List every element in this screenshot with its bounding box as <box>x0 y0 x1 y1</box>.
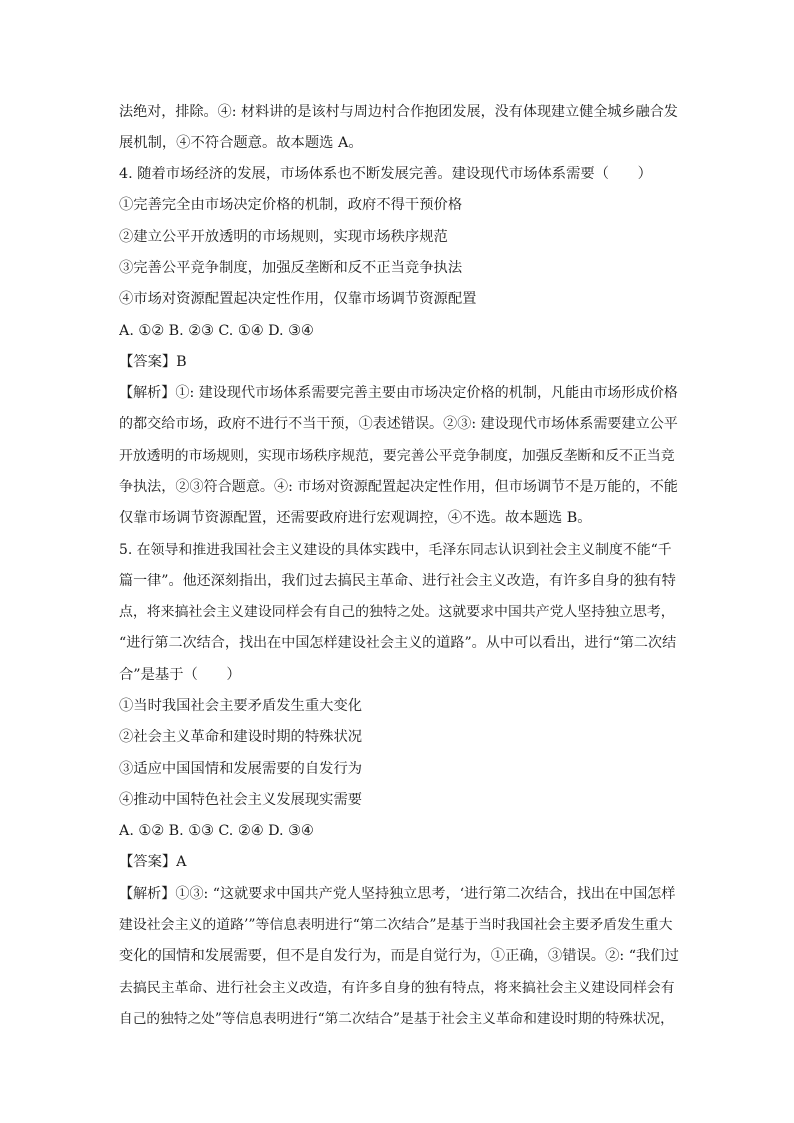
text-line: 展机制，④不符合题意。故本题选 A。 <box>119 135 363 151</box>
option-line: ②社会主义革命和建设时期的特殊状况 <box>119 729 363 745</box>
analysis-line: 自己的独特之处”等信息表明进行“第二次结合”是基于社会主义革命和建设时期的特殊状况， <box>119 1011 674 1027</box>
analysis-line: 【解析】①: 建设现代市场体系需要完善主要由市场决定价格的机制，凡能由市场形成价格 <box>119 385 678 401</box>
answer-line: 【答案】B <box>119 354 187 370</box>
choices-line: A. ①② B. ①③ C. ②④ D. ③④ <box>119 823 314 839</box>
option-line: ②建立公平开放透明的市场规则，实现市场秩序规范 <box>119 229 448 245</box>
question-5-stem: 篇一律”。他还深刻指出，我们过去搞民主革命、进行社会主义改造，有许多自身的独有特 <box>119 573 676 589</box>
option-line: ③完善公平竞争制度，加强反垄断和反不正当竞争执法 <box>119 260 463 276</box>
analysis-line: 的都交给市场，政府不进行不当干预，①表述错误。②③: 建设现代市场体系需要建立公平 <box>119 416 678 432</box>
question-5-stem: “进行第二次结合，找出在中国怎样建设社会主义的道路”。从中可以看出，进行“第二次结 <box>119 635 677 651</box>
analysis-line: 变化的国情和发展需要，但不是自发行为，而是自觉行为，①正确，③错误。②: “我们过 <box>119 948 679 964</box>
option-line: ④推动中国特色社会主义发展现实需要 <box>119 792 363 808</box>
analysis-line: 去搞民主革命、进行社会主义改造，有许多自身的独有特点，将来搞社会主义建设同样会有 <box>119 980 675 996</box>
analysis-line: 仅靠市场调节资源配置，还需要政府进行宏观调控，④不选。故本题选 B。 <box>119 510 592 526</box>
choices-line: A. ①② B. ②③ C. ①④ D. ③④ <box>119 323 314 339</box>
question-5-stem: 5. 在领导和推进我国社会主义建设的具体实践中，毛泽东同志认识到社会主义制度不能“千 <box>119 542 672 558</box>
question-5-stem: 点，将来搞社会主义建设同样会有自己的独特之处。这就要求中国共产党人坚持独立思考， <box>119 604 675 620</box>
answer-line: 【答案】A <box>119 854 187 870</box>
option-line: ③适应中国国情和发展需要的自发行为 <box>119 761 363 777</box>
analysis-line: 争执法，②③符合题意。④: 市场对资源配置起决定性作用，但市场调节不是万能的，不能 <box>119 479 678 495</box>
option-line: ④市场对资源配置起决定性作用，仅靠市场调节资源配置 <box>119 291 477 307</box>
option-line: ①当时我国社会主要矛盾发生重大变化 <box>119 698 363 714</box>
analysis-line: 开放透明的市场规则，实现市场秩序规范，要完善公平竞争制度，加强反垄断和反不正当竞 <box>119 448 675 464</box>
question-5-stem: 合”是基于（ ） <box>119 667 241 683</box>
question-4-stem: 4. 随着市场经济的发展，市场体系也不断发展完善。建设现代市场体系需要（ ） <box>119 166 652 182</box>
analysis-line: 建设社会主义的道路’”等信息表明进行“第二次结合”是基于当时我国社会主要矛盾发生重大 <box>119 917 673 933</box>
analysis-line: 【解析】①③: “这就要求中国共产党人坚持独立思考，‘进行第二次结合，找出在中国怎样 <box>119 886 676 902</box>
text-line: 法绝对，排除。④: 材料讲的是该村与周边村合作抱团发展，没有体现建立健全城乡融合发 <box>119 104 678 120</box>
option-line: ①完善完全由市场决定价格的机制，政府不得干预价格 <box>119 197 463 213</box>
